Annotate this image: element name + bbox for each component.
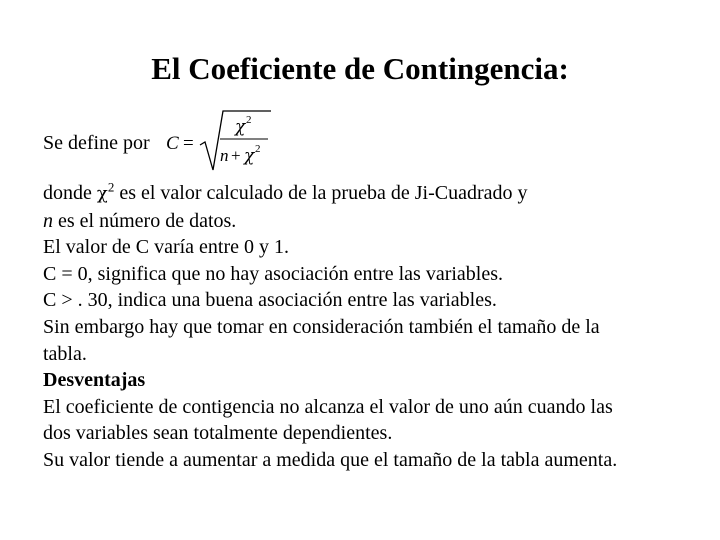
formula-numerator-symbol: χ [234, 117, 245, 137]
text-line-table-size: Sin embargo hay que tomar en consideración también el tamaño de la [43, 315, 600, 338]
disadvantages-heading: Desventajas [43, 369, 146, 392]
chi-line-prefix: donde [43, 182, 92, 204]
formula-denominator-symbol: χ [243, 146, 254, 166]
contingency-formula [164, 108, 284, 178]
definition-prefix: Se define por [43, 132, 150, 154]
text-line-increase: Su valor tiende a aumentar a medida que el tamaño de la tabla aumenta. [43, 448, 618, 471]
formula-denominator-exponent: 2 [254, 143, 261, 155]
text-line-zero: C = 0, significa que no hay asociación entre las variables. [43, 262, 504, 285]
formula-numerator-exponent: 2 [245, 114, 252, 126]
text-line-max-value: El coeficiente de contigencia no alcanza el valor de uno aún cuando las [43, 395, 613, 418]
n-variable: n [43, 209, 53, 232]
definition-row [43, 108, 284, 178]
chi-line-rest: es el valor calculado de la prueba de Ji-Cuadrado y [119, 182, 528, 204]
text-line-dependent: dos variables sean totalmente dependientes. [43, 422, 393, 445]
page-title: El Coeficiente de Contingencia: [151, 51, 569, 86]
chi-symbol: χ [96, 183, 108, 204]
text-line-range: El valor de C varía entre 0 y 1. [43, 236, 290, 259]
formula-equals: = [182, 133, 194, 154]
text-line-n-definition [43, 208, 703, 235]
text-line-table: tabla. [43, 342, 87, 365]
formula-denominator-plus: + [230, 146, 241, 165]
text-line-threshold: C > . 30, indica una buena asociación entre las variables. [43, 289, 497, 312]
body-text [43, 180, 703, 474]
chi-exponent: 2 [107, 179, 115, 195]
text-line-chi-definition [43, 180, 703, 208]
formula-denominator-n: n [219, 146, 229, 165]
n-line-rest: es el número de datos. [58, 209, 237, 232]
formula-lhs: C [165, 133, 179, 154]
